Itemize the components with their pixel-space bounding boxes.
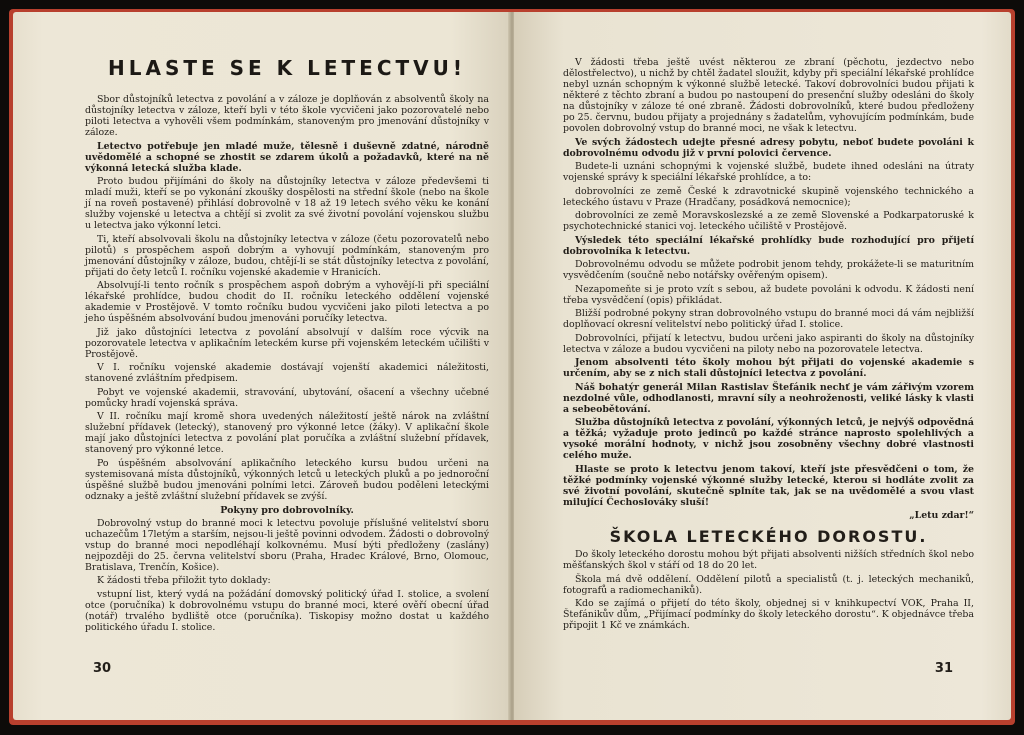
paragraph: dobrovolníci ze země Moravskoslezské a ze země Slovenské a Podkarpatoruské k psychotechnické stanici voj. leteckého učiliště v Prostějově. xyxy=(563,210,974,232)
page-number: 30 xyxy=(93,661,112,676)
paragraph: Absolvují-li tento ročník s prospěchem aspoň dobrým a vyhovějí-li při speciální lékařské prohlídce, budou chodit do II. ročníku leteckého oddělení vojenské akademie v Prostějově. V tomto ročníku budou vycvičeni jako piloti letectva a po jeho úspěšném absolvování budou jmenováni poručíky letectva. xyxy=(85,280,489,324)
paragraph: Dobrovolnému odvodu se můžete podrobit jenom tehdy, prokážete-li se maturitním vysvědčením (součně nebo notářsky ověřeným opisem). xyxy=(563,259,974,281)
page-number: 31 xyxy=(934,661,953,676)
paragraph: Sbor důstojníků letectva z povolání a v záloze je doplňován z absolventů školy na důstojníky letectva v záloze, kteří byli v této škole vycvičeni jako pozorovatelé nebo piloti letectva a vyhověli všem podmínkám, stanoveným pro jmenování důstojníky v záloze. xyxy=(85,94,489,138)
paragraph: Ti, kteří absolvovali školu na důstojníky letectva v záloze (četu pozorovatelů nebo pilotů) s prospěchem aspoň dobrým a vyhovují podmínkám, stanoveným pro jmenování důstojníky v záloze, budou, chtějí-li se stát důstojníky letectva z povolání, přijati do čety letců I. ročníku vojenské akademie v Hranicích. xyxy=(85,233,489,278)
left-page-content xyxy=(85,56,489,635)
page-title: HLASTE SE K LETECTVU! xyxy=(108,56,466,80)
paragraph: Pobyt ve vojenské akademii, stravování, ubytování, ošacení a všechny učebné pomůcky hradí vojenská správa. xyxy=(85,386,489,409)
paragraph: Jenom absolventi této školy mohou být přijati do vojenské akademie s určením, aby se z nich stali důstojníci letectva z povolání. xyxy=(563,357,974,379)
paragraph: Po úspěšném absolvování aplikačního leteckého kursu budou určeni na systemisovaná místa důstojníků, výkonných letců u leteckých pluků a po jednoroční úspěšné službě budou jmenováni polními letci. Zároveň budou poděleni leteckými odznaky a ještě zvláštní služební přídavek se zvýší. xyxy=(85,457,489,502)
paragraph: V II. ročníku mají kromě shora uvedených náležitostí ještě nárok na zvláštní služební přídavek (letecký), stanovený pro výkonné letce (žáky). V aplikační škole mají jako důstojníci letectva z povolání plat poručíka a zvláštní služební přídavek, stanovený pro výkonné letce. xyxy=(85,411,489,455)
right-page xyxy=(514,12,1011,720)
paragraph: Výsledek této speciální lékařské prohlídky bude rozhodující pro přijetí dobrovolníka k letectvu. xyxy=(563,234,974,257)
paragraph: Dobrovolníci, přijatí k letectvu, budou určeni jako aspiranti do školy na důstojníky letectva v záloze a budou vycvičeni na piloty nebo na pozorovatele letectva. xyxy=(563,332,974,355)
paragraph: Kdo se zajímá o přijetí do této školy, objednej si v knihkupectví VOK, Praha II, Štefánikův dům, „Přijímací podmínky do školy leteckého dorostu“. K objednávce třeba připojit 1 Kč ve známkách. xyxy=(563,598,974,631)
paragraph: K žádosti třeba přiložit tyto doklady: xyxy=(97,575,271,586)
paragraph: Letectvo potřebuje jen mladé muže, tělesně i duševně zdatné, národně uvědomělé a schopné se zhostit se zdarem úkolů a požadavků, které na ně výkonná letecká služba klade. xyxy=(85,140,489,174)
paragraph: vstupní list, který vydá na požádání domovský politický úřad I. stolice, a svolení otce (poručníka) k dobrovolnému vstupu do branné moci, které ověří obecní úřad (notář) trvalého bydliště otce (poručníka). Tiskopisy možno dostat u každého politického úřadu I. stolice. xyxy=(85,588,489,633)
right-page-content xyxy=(563,57,974,634)
paragraph: Hlaste se proto k letectvu jenom takoví, kteří jste přesvědčeni o tom, že těžké podmínky vojenské výkonné služby letecké, kterou si hodláte zvolit za své životní povolání, skutečně splníte tak, jak se na uvědomělé a svou vlast milující Čechoslováky sluší! xyxy=(563,463,974,508)
paragraph: Do školy leteckého dorostu mohou být přijati absolventi nižších středních škol nebo měšťanských škol v stáří od 18 do 20 let. xyxy=(563,549,974,571)
paragraph: Náš bohatýr generál Milan Rastislav Štefánik nechť je vám zářivým vzorem nezdolné vůle, odhodlanosti, mravní síly a neohroženosti, veliké lásky k vlasti a sebeobětování. xyxy=(563,381,974,415)
paragraph: Dobrovolný vstup do branné moci k letectvu povoluje příslušné velitelství sboru uchazečům 17letým a starším, nejsou-li ještě povinni odvodem. Žádosti o dobrovolný vstup do branné moci nepodléhají kolkovnému. Musí býti předloženy (zaslány) nejpozději do 25. června velitelství sboru (Praha, Hradec Králové, Brno, Olomouc, Bratislava, Trenčín, Košice). xyxy=(85,517,489,573)
open-booklet xyxy=(9,9,1015,725)
closing-motto: „Letu zdar!“ xyxy=(909,510,974,521)
paragraph: Nezapomeňte si je proto vzít s sebou, až budete povoláni k odvodu. K žádosti není třeba vysvědčení (opis) přikládat. xyxy=(563,283,974,306)
left-page xyxy=(13,12,510,720)
paragraph: V I. ročníku vojenské akademie dostávají vojenští akademici náležitosti, stanovené zvláštním předpisem. xyxy=(85,362,489,384)
paragraph: Budete-li uznáni schopnými k vojenské službě, budete ihned odesláni na útraty vojenské správy k speciální lékařské prohlídce, a to: xyxy=(563,161,974,183)
section-subheading: Pokyny pro dobrovolníky. xyxy=(220,504,354,516)
paragraph: dobrovolníci ze země České k zdravotnické skupině vojenského technického a leteckého ústavu v Praze (Hradčany, posádková nemocnice); xyxy=(563,185,974,208)
paragraph: Bližší podrobné pokyny stran dobrovolného vstupu do branné moci dá vám nejbližší doplňovací okresní velitelství nebo politický úřad I. stolice. xyxy=(563,308,974,330)
paragraph: Již jako důstojníci letectva z povolání absolvují v dalším roce výcvik na pozorovatele letectva v aplikačním leteckém kurse při vojenském leteckém učilišti v Prostějově. xyxy=(85,326,489,360)
paragraph: V žádosti třeba ještě uvést některou ze zbraní (pěchotu, jezdectvo nebo dělostřelectvo), u nichž by chtěl žadatel sloužit, kdyby při speciální lékařské prohlídce nebyl uznán schopným k výkonné službě letecké. Takoví dobrovolníci budou přijati k některé z těchto zbraní a budou po nastoupení do presenční služby odesláni do školy na důstojníky v záloze té oné zbraně. Žádosti dobrovolníků, které budou předloženy po 25. červnu, budou přijaty a projednány s žadatelům, vyhovujícím podmínkám, bude povolen dobrovolný vstup do branné moci, ne však k letectvu. xyxy=(563,57,974,134)
paragraph: Ve svých žádostech udejte přesné adresy pobytu, neboť budete povoláni k dobrovolnému odvodu již v první polovici července. xyxy=(563,136,974,159)
paragraph: Služba důstojníků letectva z povolání, výkonných letců, je nejvýš odpovědná a těžká; vyžaduje proto jedinců po každé stránce naprosto spolehlivých a vysoké morální hodnoty, v nichž jsou zosobněny všechny dobré vlastnosti celého muže. xyxy=(563,417,974,461)
paragraph: Proto budou přijímáni do školy na důstojníky letectva v záloze předevšemi ti mladí muži, kteří se po vykonání zkoušky dospělosti na střední škole (nebo na škole jí na roveň postavené) přihlásí dobrovolně v 18 až 19 letech svého věku ke konání služby vojenské u letectva a chtějí si zvolit za své životní povolání vojenskou službu u letectva jako výkonní letci. xyxy=(85,176,489,231)
paragraph: Škola má dvě oddělení. Oddělení pilotů a specialistů (t. j. leteckých mechaniků, fotografů a radiomechaniků). xyxy=(563,573,974,596)
section-heading: ŠKOLA LETECKÉHO DOROSTU. xyxy=(609,527,928,546)
